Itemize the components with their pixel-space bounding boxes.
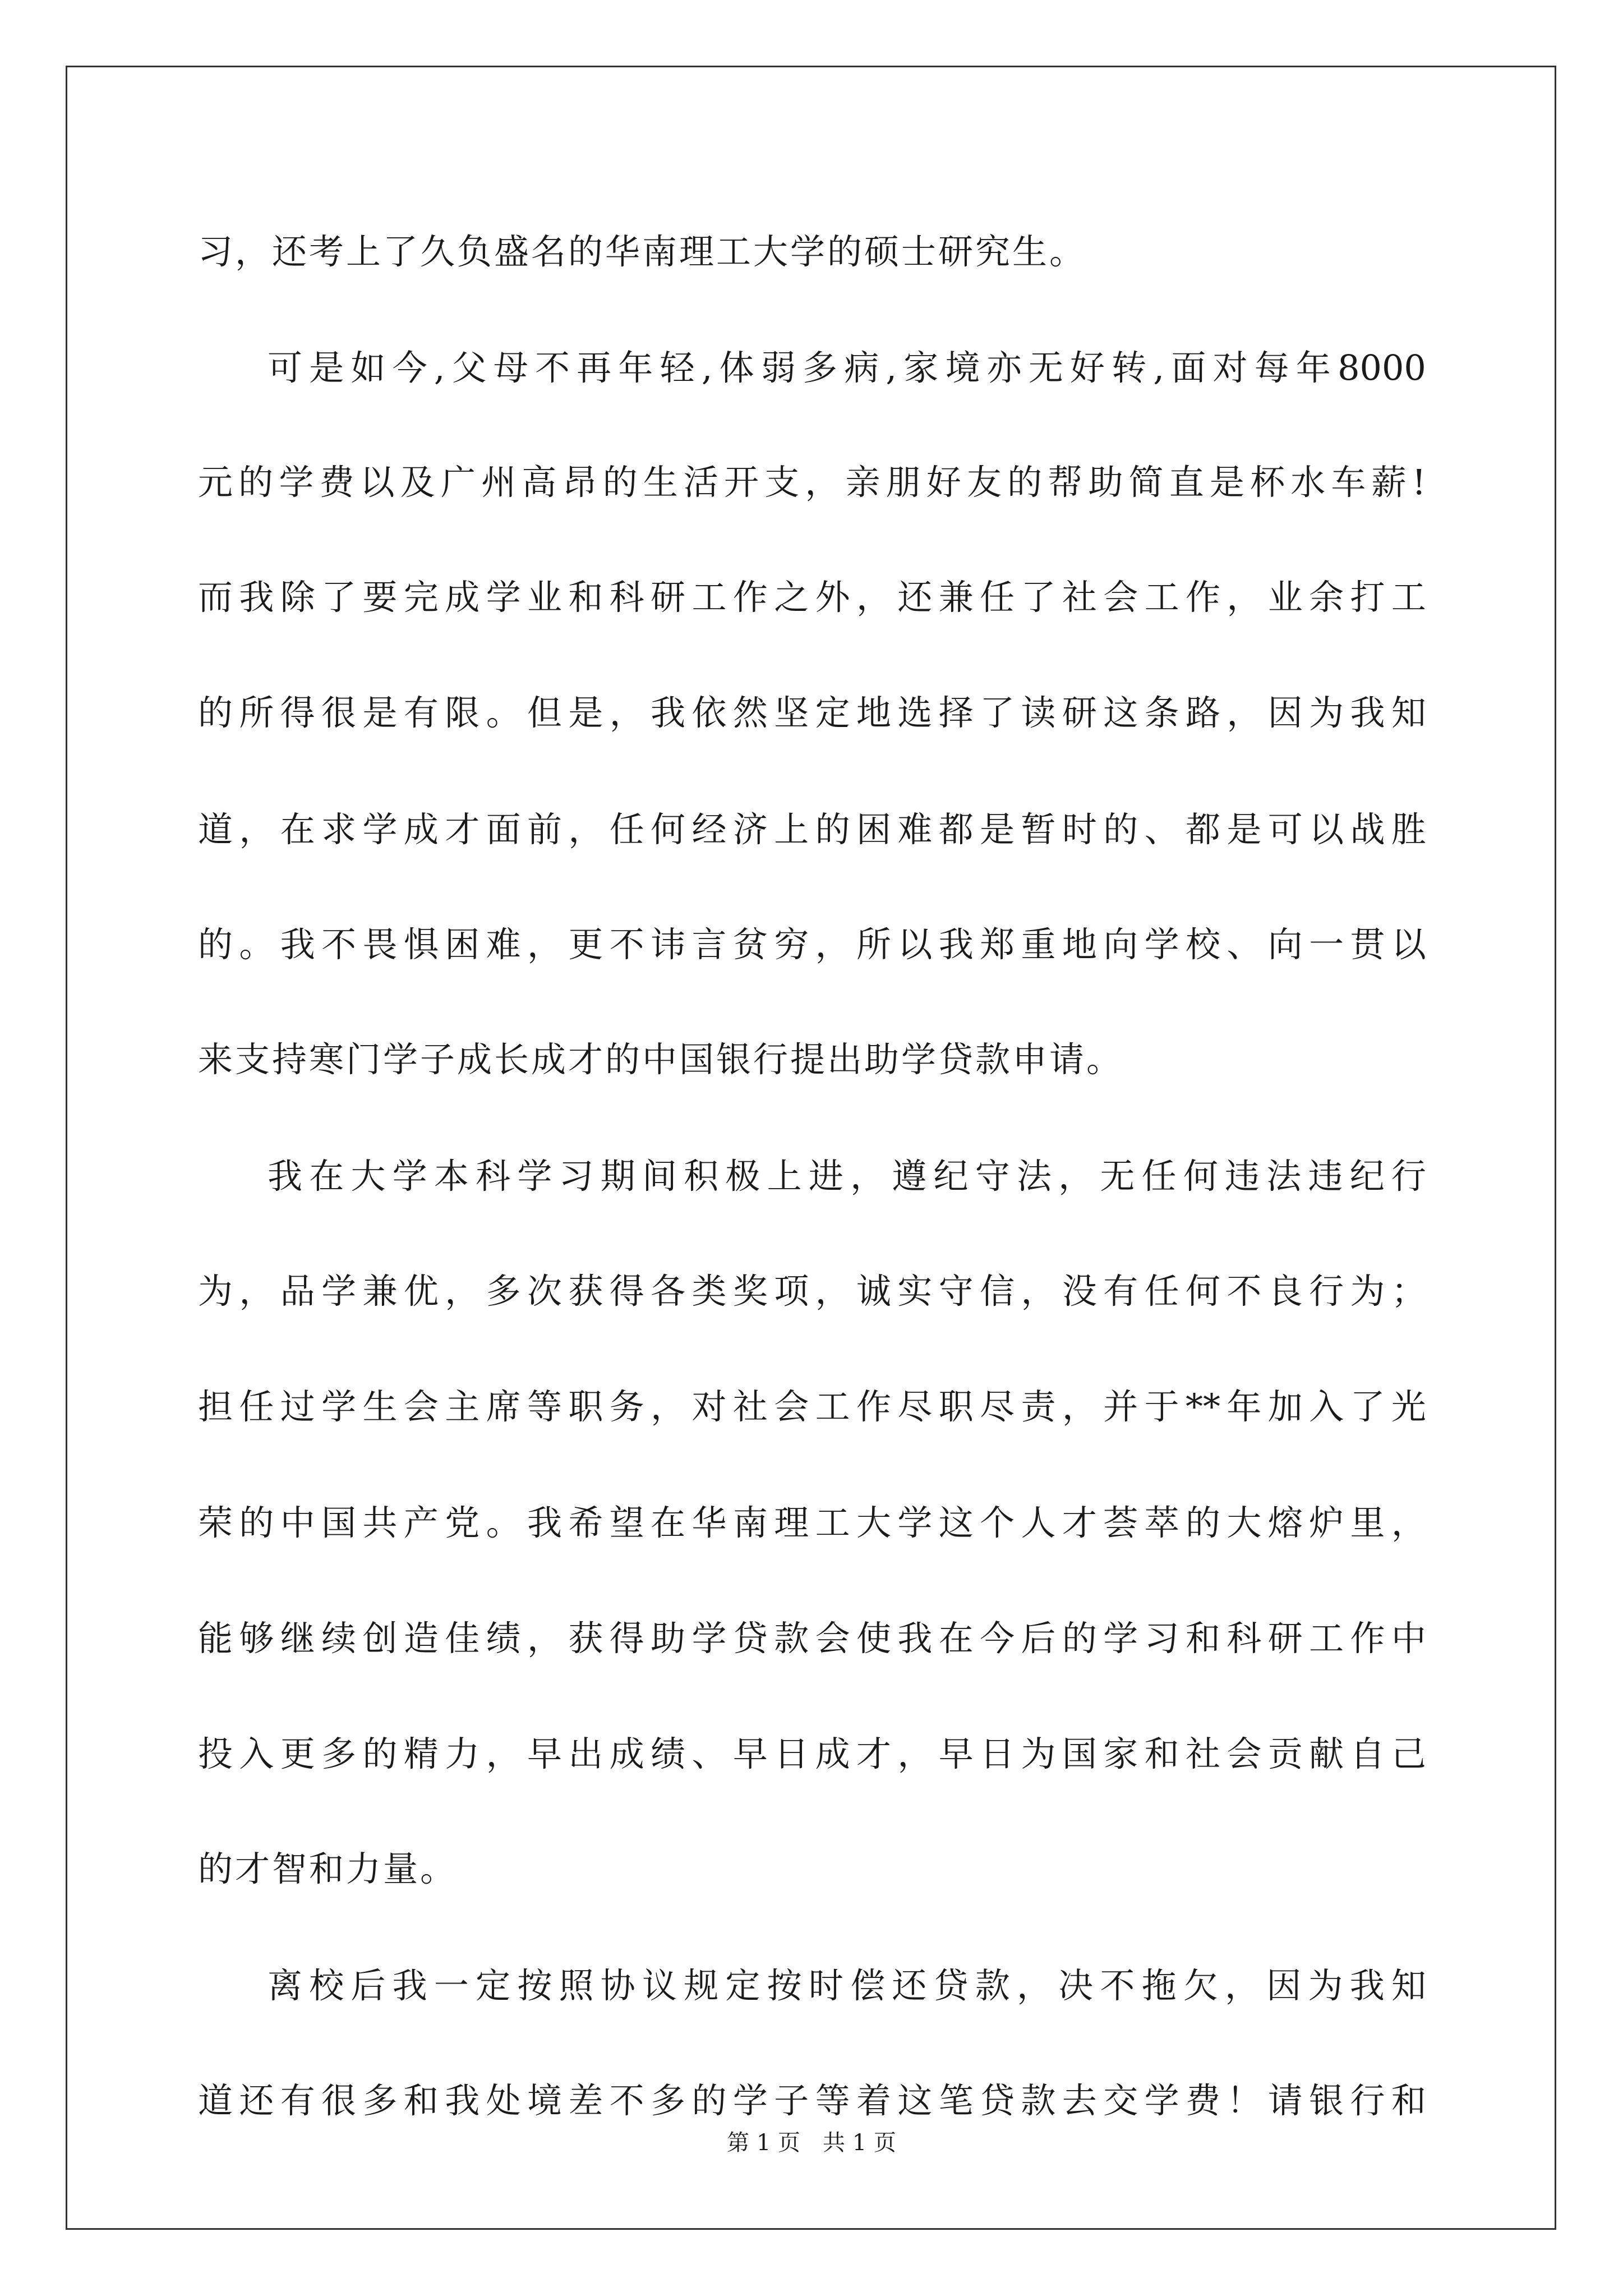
text-line: 为 ， 品 学 兼 优 ， 多 次 获 得 各 类 奖 项 ， 诚 实 守 信 ， 没 有 任 何 不 良 行 为 ； xyxy=(198,1271,1426,1312)
text-line: 投 入 更 多 的 精 力 ， 早 出 成 绩 、 早 日 成 才 ， 早 日 为 国 家 和 社 会 贡 献 自 己 xyxy=(198,1733,1426,1774)
text-line: 担 任 过 学 生 会 主 席 等 职 务 ， 对 社 会 工 作 尽 职 尽 责 ， 并 于 ** 年 加 入 了 光 xyxy=(198,1386,1426,1427)
text-line: 我 在 大 学 本 科 学 习 期 间 积 极 上 进 ， 遵 纪 守 法 ， 无 任 何 违 法 违 纪 行 xyxy=(268,1156,1426,1197)
text-line: 能 够 继 续 创 造 佳 绩 ， 获 得 助 学 贷 款 会 使 我 在 今 后 的 学 习 和 科 研 工 作 中 xyxy=(198,1618,1426,1659)
text-line: 元 的 学 费 以 及 广 州 高 昂 的 生 活 开 支 ， 亲 朋 好 友 的 帮 助 简 直 是 杯 水 车 薪 ! xyxy=(198,462,1426,503)
text-line: 来支持寒门学子成长成才的中国银行提出助学贷款申请。 xyxy=(198,1039,1124,1080)
text-line: 离 校 后 我 一 定 按 照 协 议 规 定 按 时 偿 还 贷 款 ， 决 不 拖 欠 ， 因 为 我 知 xyxy=(268,1965,1426,2006)
text-line: 的 。 我 不 畏 惧 困 难 ， 更 不 讳 言 贫 穷 ， 所 以 我 郑 重 地 向 学 校 、 向 一 贯 以 xyxy=(198,924,1426,965)
page-footer: 第 1 页 共 1 页 xyxy=(727,2130,896,2156)
text-line: 道 还 有 很 多 和 我 处 境 差 不 多 的 学 子 等 着 这 笔 贷 款 去 交 学 费 ！ 请 银 行 和 xyxy=(198,2080,1426,2121)
text-line: 而 我 除 了 要 完 成 学 业 和 科 研 工 作 之 外 ， 还 兼 任 了 社 会 工 作 ， 业 余 打 工 xyxy=(198,577,1426,618)
text-line: 道 ， 在 求 学 成 才 面 前 ， 任 何 经 济 上 的 困 难 都 是 暂 时 的 、 都 是 可 以 战 胜 xyxy=(198,809,1426,850)
text-line: 的 所 得 很 是 有 限 。 但 是 ， 我 依 然 坚 定 地 选 择 了 读 研 这 条 路 ， 因 为 我 知 xyxy=(198,692,1426,733)
text-line: 的才智和力量。 xyxy=(198,1848,458,1889)
text-line: 荣 的 中 国 共 产 党 。 我 希 望 在 华 南 理 工 大 学 这 个 人 才 荟 萃 的 大 熔 炉 里 ， xyxy=(198,1502,1426,1543)
page-border xyxy=(66,66,1556,2230)
text-line: 习，还考上了久负盛名的华南理工大学的硕士研究生。 xyxy=(198,231,1087,272)
text-line: 可 是 如 今 , 父 母 不 再 年 轻 , 体 弱 多 病 , 家 境 亦 无 好 转 , 面 对 每 年 8000 xyxy=(268,347,1426,388)
